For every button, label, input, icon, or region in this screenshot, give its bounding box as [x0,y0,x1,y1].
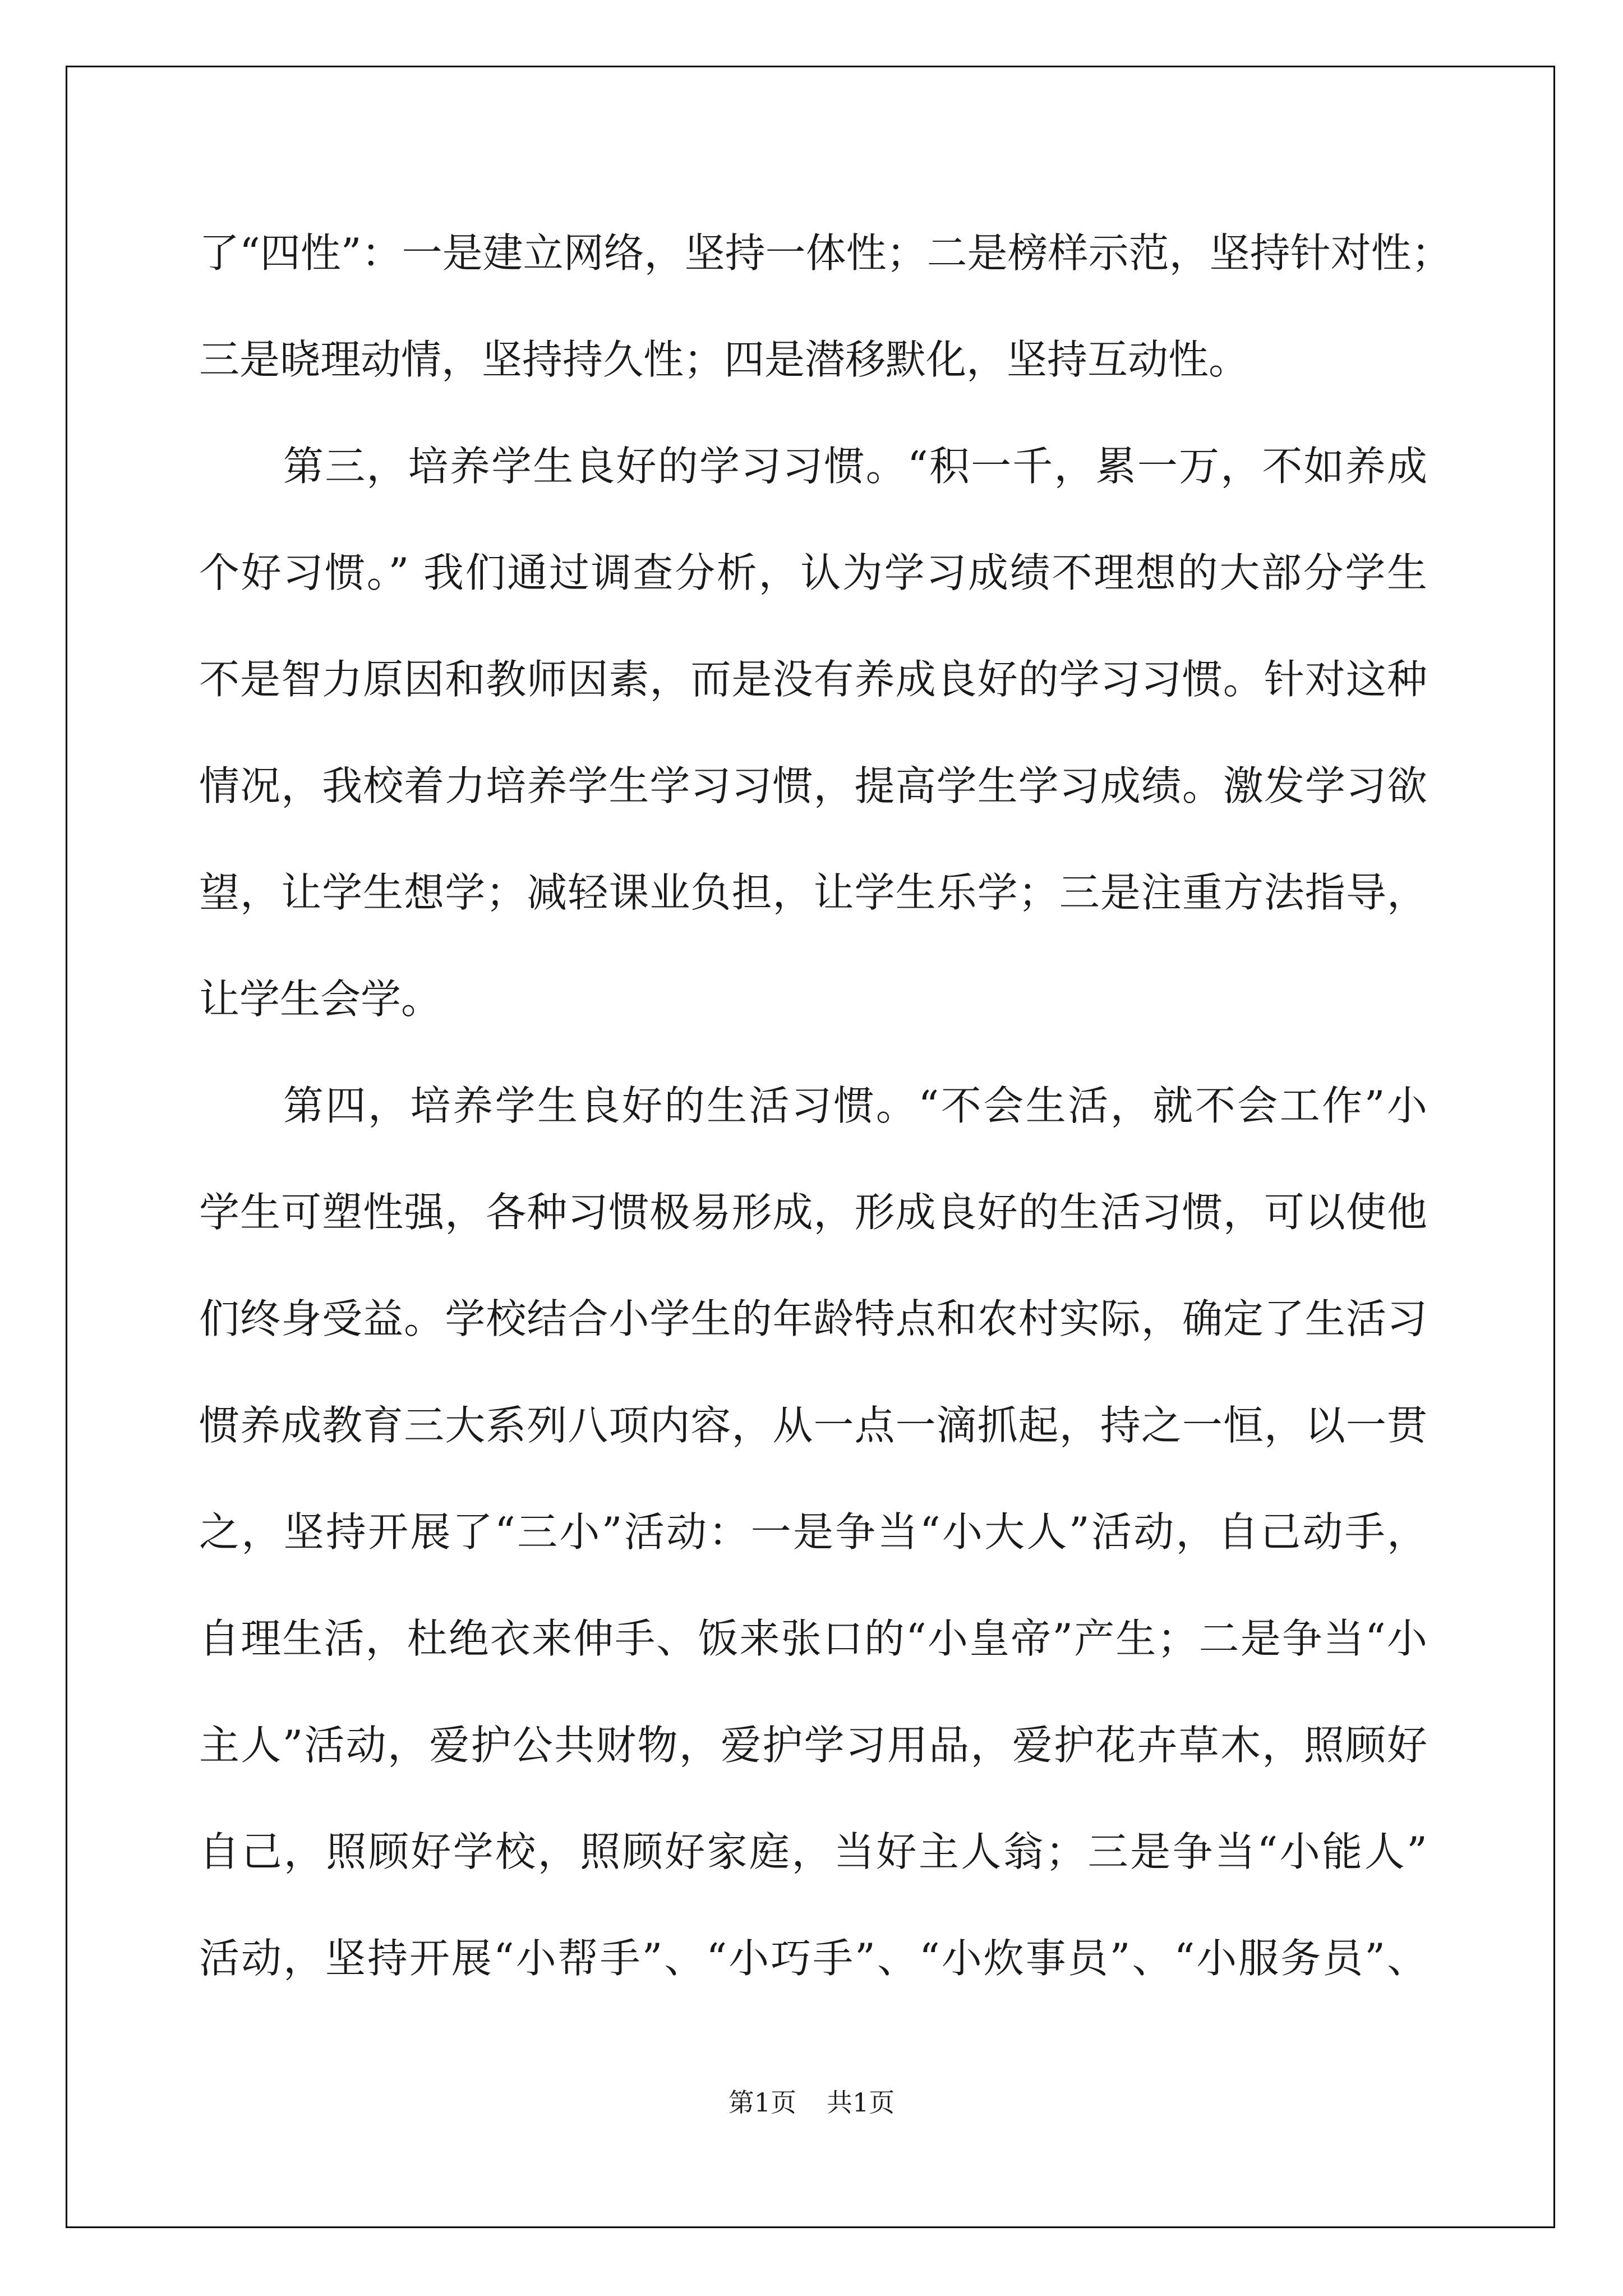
text-line: 自理生活，杜绝衣来伸手、饭来张口的“小皇帝”产生；二是争当“小 [199,1615,1427,1662]
page-number: 第1页 [728,2087,796,2118]
text-line: 活动，坚持开展“小帮手”、“小巧手”、“小炊事员”、“小服务员”、 [199,1935,1427,1982]
text-line: 第三，培养学生良好的学习习惯。“积一千，累一万，不如养成 [283,443,1427,490]
text-line: 让学生会学。 [199,976,442,1023]
text-line: 自己，照顾好学校，照顾好家庭，当好主人翁；三是争当“小能人” [199,1828,1427,1875]
text-line: 个好习惯。” 我们通过调查分析，认为学习成绩不理想的大部分学生 [199,549,1427,596]
text-line: 主人”活动，爱护公共财物，爱护学习用品，爱护花卉草木，照顾好 [199,1722,1427,1769]
text-line: 第四，培养学生良好的生活习惯。“不会生活，就不会工作”小 [283,1082,1427,1129]
text-line: 不是智力原因和教师因素，而是没有养成良好的学习习惯。针对这种 [199,656,1427,703]
text-line: 学生可塑性强，各种习惯极易形成，形成良好的生活习惯，可以使他 [199,1189,1427,1236]
text-line: 望，让学生想学；减轻课业负担，让学生乐学；三是注重方法指导， [199,869,1427,916]
page-total: 共1页 [827,2087,895,2118]
text-line: 惯养成教育三大系列八项内容，从一点一滴抓起，持之一恒，以一贯 [199,1402,1427,1449]
text-line: 三是晓理动情，坚持持久性；四是潜移默化，坚持互动性。 [199,336,1249,383]
text-line: 情况，我校着力培养学生学习习惯，提高学生学习成绩。激发学习欲 [199,762,1427,809]
text-line: 了“四性”：一是建立网络，坚持一体性；二是榜样示范，坚持针对性； [199,229,1452,277]
page-footer [0,2082,1623,2119]
text-line: 们终身受益。学校结合小学生的年龄特点和农村实际，确定了生活习 [199,1295,1427,1342]
document-body [199,200,1452,2012]
text-line: 之，坚持开展了“三小”活动：一是争当“小大人”活动，自己动手， [199,1508,1427,1556]
